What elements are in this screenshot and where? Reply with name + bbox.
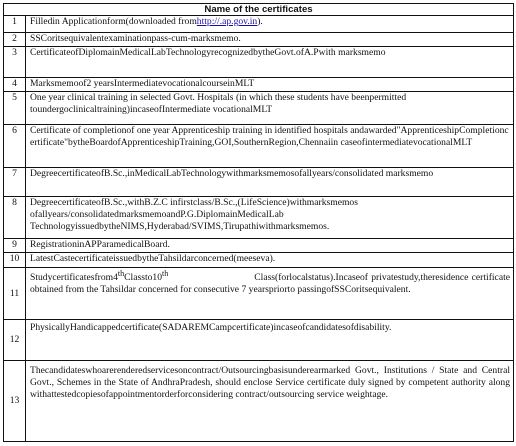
table-header: Name of the certificates <box>4 4 514 16</box>
row-number: 12 <box>4 320 26 361</box>
row-text-part: Class(forlocalstatus).Incaseof privatestudy,theresidence certificate obtained from the Tahsildar concerned for consecutive 7 yearspriorto passingofSSCoritsequivalent. <box>30 272 511 296</box>
table-row <box>4 47 514 78</box>
row-number: 10 <box>4 253 26 268</box>
table-row <box>4 197 514 239</box>
row-text <box>26 16 514 33</box>
table-header-row <box>4 4 514 16</box>
row-number: 6 <box>4 125 26 168</box>
row-text: Thecandidateswhoarerenderedservicesoncontract/Outsourcingbasisunderearmarked Govt., Institutions / State and Central Govt., Schemes in the State of AndhraPradesh, should enclose Service certificate duly signed by competent authority along withattestedcopiesofappointmentorderforconsidering contract/outsourcing service weightage. <box>26 361 514 442</box>
row-text: Certificate of completionof one year Apprenticeship training in identified hospitals andawarded"ApprenticeshipCompletioncertificate"bytheBoardofApprenticeshipTraining,GOI,SouthernRegion,Chennaiin caseofintermediatevocationalMLT <box>26 125 514 168</box>
certificates-table-container <box>3 3 513 443</box>
row-text: Marksmemoof2 yearsIntermediatevocationalcourseinMLT <box>26 78 514 92</box>
table-row <box>4 239 514 253</box>
row-number: 7 <box>4 168 26 197</box>
table-row <box>4 320 514 361</box>
row-number: 11 <box>4 268 26 320</box>
table-row <box>4 33 514 47</box>
row-text: One year clinical training in selected Govt. Hospitals (in which these students have beenpermitted toundergoclinicaltraining)incaseofIntermediate vocationalMLT <box>26 92 514 125</box>
table-row <box>4 92 514 125</box>
table-row <box>4 253 514 268</box>
table-row <box>4 268 514 320</box>
table-row <box>4 361 514 442</box>
row-number: 4 <box>4 78 26 92</box>
row-text-part: ). <box>257 16 263 27</box>
row-number: 3 <box>4 47 26 78</box>
row-text-part: Classto10 <box>124 272 163 284</box>
row-text: SSCoritsequivalentexaminationpass-cum-marksmemo. <box>26 33 514 47</box>
row-number: 8 <box>4 197 26 239</box>
row-number: 9 <box>4 239 26 253</box>
row-text-part: Filledin Applicationform(downloaded from <box>30 16 197 27</box>
row-text: RegistrationinAPParamedicalBoard. <box>26 239 514 253</box>
row-text: PhysicallyHandicappedcertificate(SADAREMCampcertificate)incaseofcandidatesofdisability. <box>26 320 514 361</box>
table-row <box>4 125 514 168</box>
table-row <box>4 16 514 33</box>
table-row <box>4 168 514 197</box>
row-text: LatestCastecertificateissuedbytheTahsildarconcerned(meeseva). <box>26 253 514 268</box>
ordinal-suffix: th <box>117 269 125 278</box>
row-number: 5 <box>4 92 26 125</box>
certificates-table <box>3 3 514 442</box>
row-number: 13 <box>4 361 26 442</box>
row-text: DegreecertificateofB.Sc.,inMedicalLabTechnologywithmarksmemosofallyears/consolidated marksmemo <box>26 168 514 197</box>
row-text <box>26 268 514 320</box>
ap-gov-link[interactable]: http://.ap.gov.in <box>196 16 258 27</box>
row-number: 1 <box>4 16 26 33</box>
row-number: 2 <box>4 33 26 47</box>
ordinal-suffix: th <box>162 269 169 278</box>
row-text: CertificateofDiplomainMedicalLabTechnologyrecognizedbytheGovt.ofA.Pwith marksmemo <box>26 47 514 78</box>
row-text-part: Studycertificatesfrom4 <box>30 272 118 284</box>
table-row <box>4 78 514 92</box>
row-text: DegreecertificateofB.Sc.,withB.Z.C infirstclass/B.Sc.,(LifeScience)withmarksmemos ofallyears/consolidatedmarksmemoandP.G.DiplomainMedicalLab TechnologyissuedbytheNIMS,Hyderabad/SVIMS,Tirupathiwithmarksmemos. <box>26 197 514 239</box>
